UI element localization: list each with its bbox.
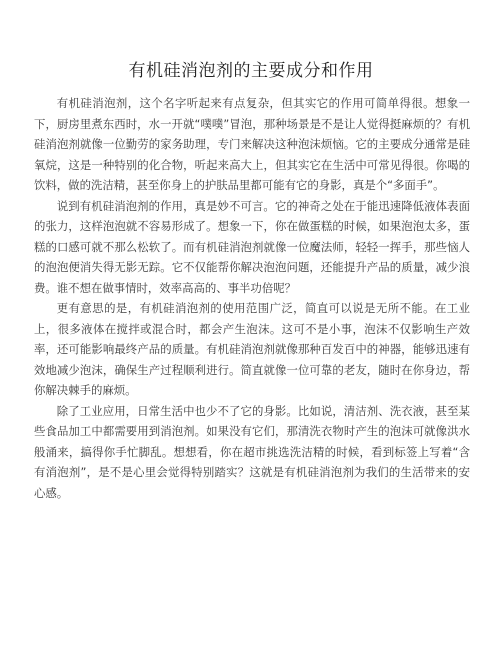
document-title: 有机硅消泡剂的主要成分和作用 xyxy=(128,61,374,81)
document-body xyxy=(34,93,470,503)
paragraph-4: 除了工业应用，日常生活中也少不了它的身影。比如说，清洁剂、洗衣液，甚至某些食品加工中都需要用到消泡剂。如果没有它们，那清洗衣物时产生的泡沫可就像洪水般涌来，搞得你手忙脚乱。想想看，你在超市挑选洗洁精的时候，看到标签上写着“含有消泡剂”，是不是心里会觉得特别踏实？这就是有机硅消泡剂为我们的生活带来的安心感。 xyxy=(34,403,470,500)
paragraph-3: 更有意思的是，有机硅消泡剂的使用范围广泛，简直可以说是无所不能。在工业上，很多液体在搅拌或混合时，都会产生泡沫。这可不是小事，泡沫不仅影响生产效率，还可能影响最终产品的质量。有机硅消泡剂就像那种百发百中的神器，能够迅速有效地减少泡沫，确保生产过程顺利进行。简直就像一位可靠的老友，随时在你身边，帮你解决棘手的麻烦。 xyxy=(34,301,470,397)
paragraph-2: 说到有机硅消泡剂的作用，真是妙不可言。它的神奇之处在于能迅速降低液体表面的张力，这样泡泡就不容易形成了。想象一下，你在做蛋糕的时候，如果泡泡太多，蛋糕的口感可就不那么松软了。而有机硅消泡剂就像一位魔法师，轻轻一挥手，那些恼人的泡泡便消失得无影无踪。它不仅能帮你解决泡泡问题，还能提升产品的质量，减少浪费。谁不想在做事情时，效率高高的、事半功倍呢？ xyxy=(34,198,470,295)
paragraph-1: 有机硅消泡剂，这个名字听起来有点复杂，但其实它的作用可简单得很。想象一下，厨房里煮东西时，水一开就“噗噗”冒泡，那种场景是不是让人觉得挺麻烦的？有机硅消泡剂就像一位勤劳的家务助理，专门来解决这种泡沫烦恼。它的主要成分通常是硅氧烷，这是一种特别的化合物，听起来高大上，但其实它在生活中可常见得很。你喝的饮料，做的洗洁精，甚至你身上的护肤品里都可能有它的身影，真是个“多面手”。 xyxy=(34,96,470,192)
